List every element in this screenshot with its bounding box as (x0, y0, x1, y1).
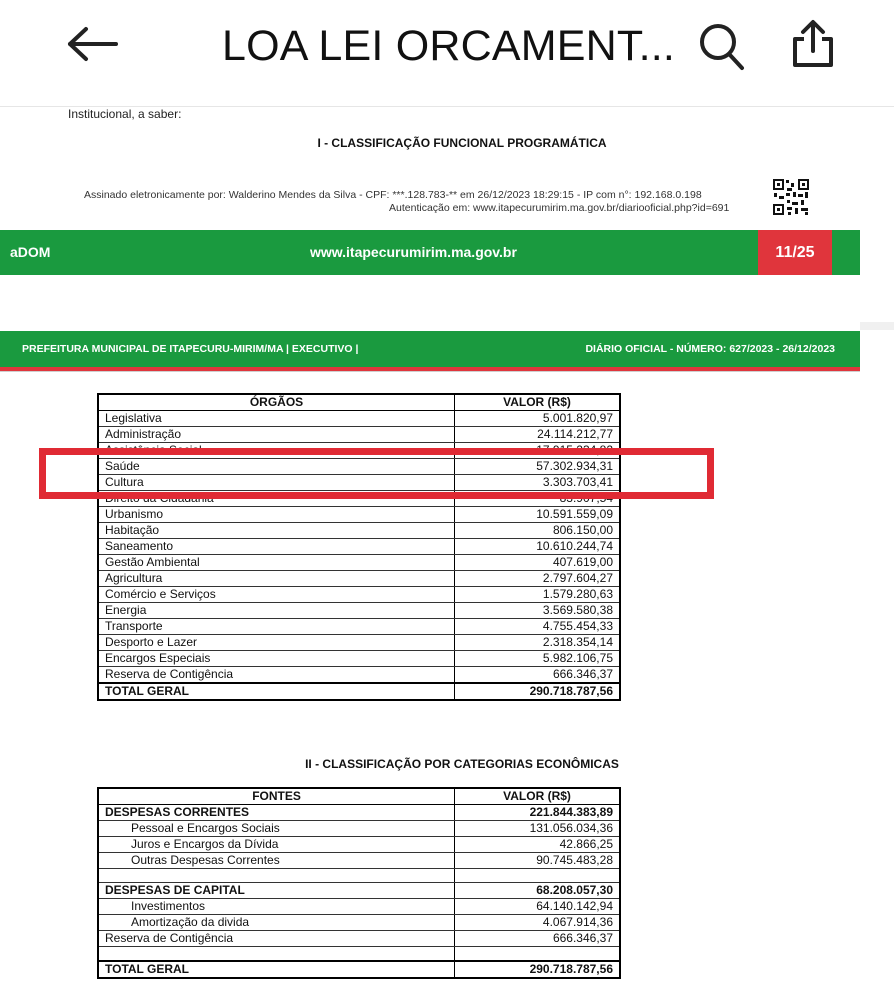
table-row (98, 555, 620, 571)
footer-label: aDOM (10, 244, 51, 260)
table-row (98, 883, 620, 899)
column-header-orgaos: ÓRGÃOS (98, 394, 454, 411)
row-value: 83.907,54 (454, 491, 620, 507)
row-label: Habitação (98, 523, 454, 539)
row-value: 131.056.034,36 (455, 821, 620, 837)
row-label: DESPESAS DE CAPITAL (98, 883, 455, 899)
app-bar (0, 0, 894, 96)
row-value: 4.755.454,33 (454, 619, 620, 635)
table-row (98, 539, 620, 555)
pdf-viewer[interactable] (0, 96, 894, 1000)
row-value: 3.303.703,41 (454, 475, 620, 491)
intro-text: Institucional, a saber: (68, 107, 182, 121)
row-label: Agricultura (98, 571, 454, 587)
row-label: Investimentos (98, 899, 455, 915)
row-label: Amortização da divida (98, 915, 455, 931)
table-row (98, 603, 620, 619)
row-label: Comércio e Serviços (98, 587, 454, 603)
page-header-band (0, 331, 860, 367)
table-row (98, 587, 620, 603)
row-label (98, 947, 455, 961)
row-value: 64.140.142,94 (455, 899, 620, 915)
table-row (98, 837, 620, 853)
row-value: 3.569.580,38 (454, 603, 620, 619)
orgaos-table (97, 393, 621, 701)
table-row (98, 411, 620, 427)
table-row (98, 915, 620, 931)
header-right-text: DIÁRIO OFICIAL - NÚMERO: 627/2023 - 26/12/2023 (585, 343, 835, 355)
row-value (455, 869, 620, 883)
row-label: Administração (98, 427, 454, 443)
row-label: Saneamento (98, 539, 454, 555)
row-value: 5.982.106,75 (454, 651, 620, 667)
qr-code-icon (772, 178, 810, 216)
row-label: Legislativa (98, 411, 454, 427)
share-icon (790, 19, 836, 69)
row-value: 90.745.483,28 (455, 853, 620, 869)
row-value: 806.150,00 (454, 523, 620, 539)
row-label: Energia (98, 603, 454, 619)
row-label: Assistência Social (98, 443, 454, 459)
row-value: 221.844.383,89 (455, 805, 620, 821)
authentication-line: Autenticação em: www.itapecurumirim.ma.gov.br/diariooficial.php?id=691 (389, 202, 730, 214)
page-shadow (860, 322, 894, 330)
row-label: Encargos Especiais (98, 651, 454, 667)
row-value: 666.346,37 (454, 667, 620, 684)
table-row (98, 667, 620, 684)
section-title-categorias: II - CLASSIFICAÇÃO POR CATEGORIAS ECONÔMICAS (305, 757, 619, 771)
section-title-funcional: I - CLASSIFICAÇÃO FUNCIONAL PROGRAMÁTICA (317, 136, 607, 150)
table-row (98, 651, 620, 667)
column-header-fontes: FONTES (98, 788, 455, 805)
row-value: 666.346,37 (455, 931, 620, 947)
total-value: 290.718.787,56 (454, 683, 620, 700)
row-label: Pessoal e Encargos Sociais (98, 821, 455, 837)
row-value (455, 947, 620, 961)
row-label: DESPESAS CORRENTES (98, 805, 455, 821)
arrow-left-icon (64, 26, 120, 62)
table-row (98, 427, 620, 443)
row-value: 5.001.820,97 (454, 411, 620, 427)
page-separator (0, 275, 894, 329)
row-label: Saúde (98, 459, 454, 475)
column-header-valor: VALOR (R$) (454, 394, 620, 411)
row-value: 57.302.934,31 (454, 459, 620, 475)
row-label: Gestão Ambiental (98, 555, 454, 571)
row-value: 2.318.354,14 (454, 635, 620, 651)
row-value: 1.579.280,63 (454, 587, 620, 603)
header-rule (0, 371, 860, 372)
row-value: 2.797.604,27 (454, 571, 620, 587)
search-button[interactable] (693, 18, 749, 74)
total-row (98, 961, 620, 978)
total-row (98, 683, 620, 700)
table-row (98, 821, 620, 837)
row-label (98, 869, 455, 883)
total-label: TOTAL GERAL (98, 961, 455, 978)
back-button[interactable] (60, 20, 124, 68)
row-label: Reserva de Contigência (98, 931, 455, 947)
row-value: 68.208.057,30 (455, 883, 620, 899)
total-label: TOTAL GERAL (98, 683, 454, 700)
table-row (98, 931, 620, 947)
row-label: Outras Despesas Correntes (98, 853, 455, 869)
signature-line: Assinado eletronicamente por: Walderino Mendes da Silva - CPF: ***.128.783-** em 26/12/2023 18:29:15 - IP com n°: 192.168.0.198 (84, 189, 702, 201)
row-label: Urbanismo (98, 507, 454, 523)
table-row (98, 805, 620, 821)
page-number: 11/25 (758, 230, 832, 275)
footer-url: www.itapecurumirim.ma.gov.br (310, 244, 517, 260)
table-row (98, 571, 620, 587)
table-row (98, 947, 620, 961)
table-row (98, 523, 620, 539)
row-value: 17.915.234,82 (454, 443, 620, 459)
row-value: 10.610.244,74 (454, 539, 620, 555)
row-value: 407.619,00 (454, 555, 620, 571)
table-row (98, 899, 620, 915)
row-value: 24.114.212,77 (454, 427, 620, 443)
share-button[interactable] (786, 16, 840, 72)
column-header-valor: VALOR (R$) (455, 788, 620, 805)
row-label: Reserva de Contigência (98, 667, 454, 684)
row-value: 10.591.559,09 (454, 507, 620, 523)
row-label: Desporto e Lazer (98, 635, 454, 651)
row-value: 4.067.914,36 (455, 915, 620, 931)
total-value: 290.718.787,56 (455, 961, 620, 978)
table-row (98, 869, 620, 883)
highlight-box (39, 448, 714, 499)
row-label: Juros e Encargos da Dívida (98, 837, 455, 853)
table-row (98, 507, 620, 523)
document-title: LOA LEI ORCAMENT... (222, 22, 676, 70)
table-row (98, 635, 620, 651)
page-footer-band (0, 230, 860, 275)
table-row (98, 853, 620, 869)
fontes-table (97, 787, 621, 979)
search-icon (696, 20, 746, 72)
row-label: Direito da Cidadania (98, 491, 454, 507)
row-value: 42.866,25 (455, 837, 620, 853)
header-left-text: PREFEITURA MUNICIPAL DE ITAPECURU-MIRIM/MA | EXECUTIVO | (22, 343, 359, 355)
table-row (98, 619, 620, 635)
row-label: Transporte (98, 619, 454, 635)
row-label: Cultura (98, 475, 454, 491)
